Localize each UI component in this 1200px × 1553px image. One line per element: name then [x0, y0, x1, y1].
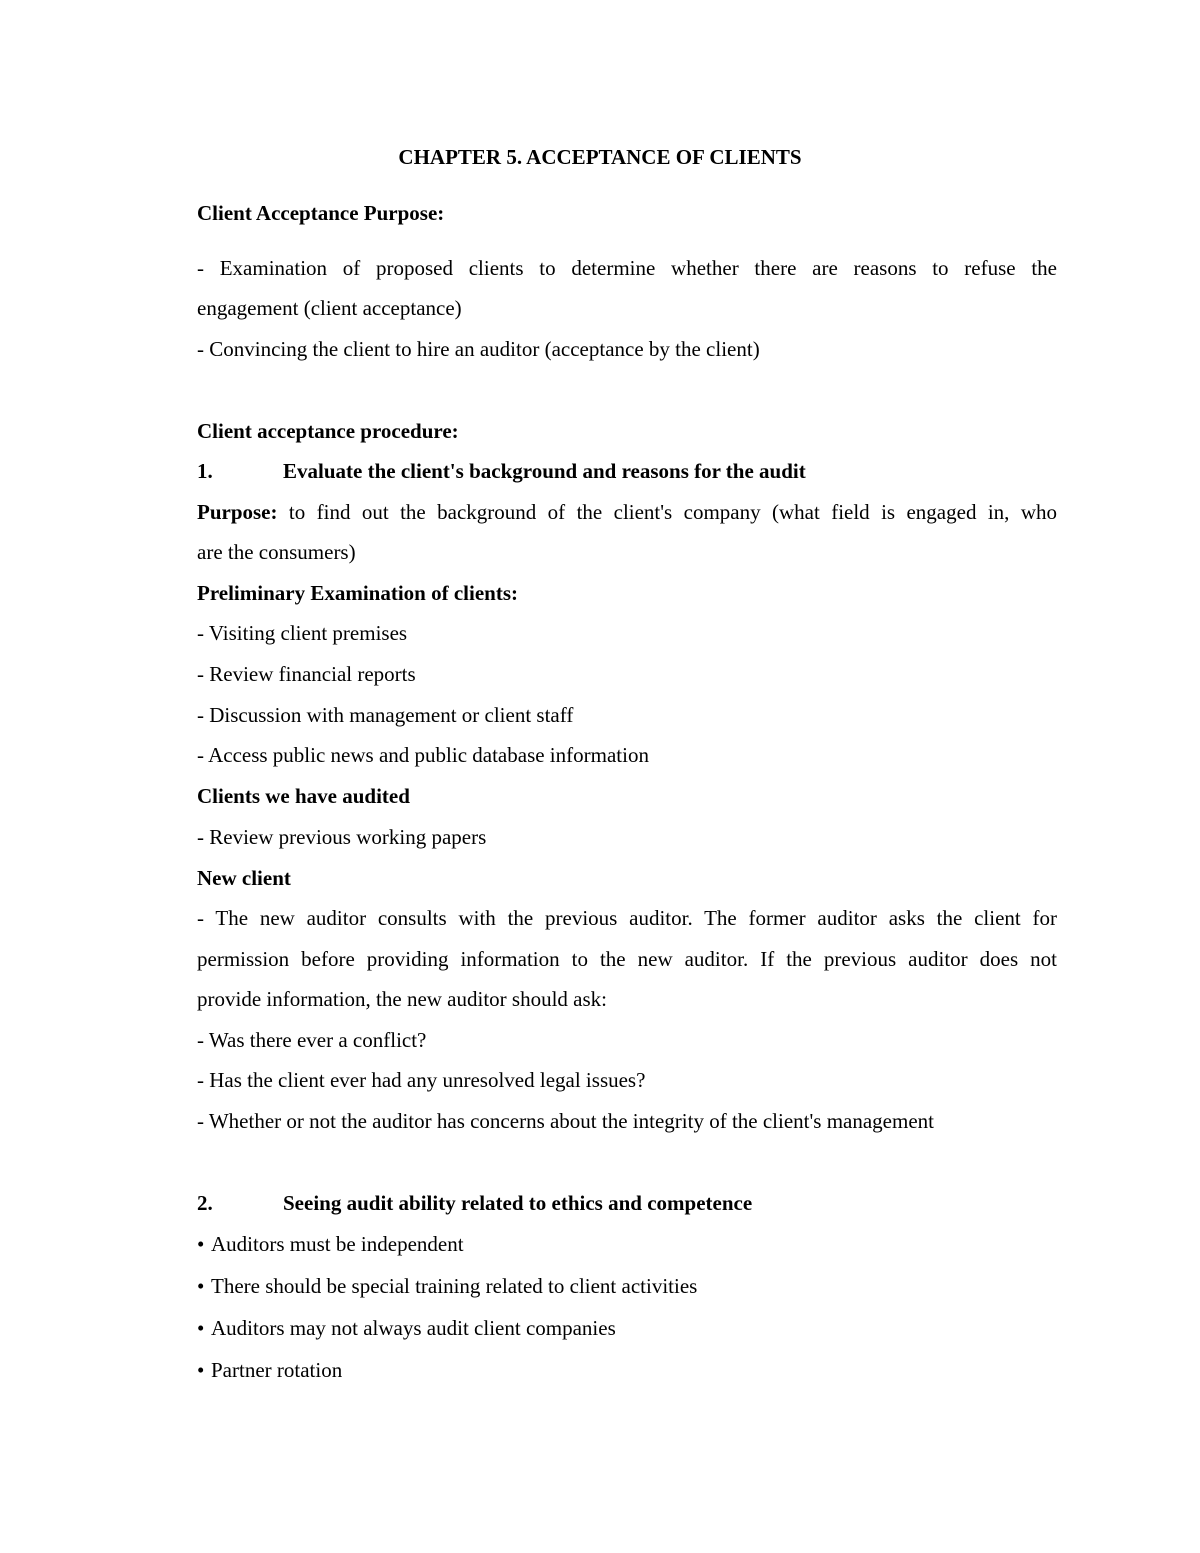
audited-clients-item: - Review previous working papers — [197, 825, 487, 849]
new-client-line: provide information, the new auditor should ask: — [197, 987, 608, 1011]
bullet-text: Auditors must be independent — [211, 1232, 464, 1256]
preliminary-item: - Review financial reports — [197, 662, 416, 686]
bullet-text: Auditors may not always audit client companies — [211, 1316, 616, 1340]
step-1-heading — [197, 457, 806, 485]
step-2-bullet-item — [197, 1314, 616, 1342]
bullet-icon: • — [197, 1274, 205, 1298]
step-1-purpose-label: Purpose: — [197, 500, 278, 524]
purpose-heading: Client Acceptance Purpose: — [197, 201, 445, 225]
new-client-heading: New client — [197, 866, 291, 890]
bullet-icon: • — [197, 1232, 205, 1256]
bullet-icon: • — [197, 1316, 205, 1340]
procedure-heading: Client acceptance procedure: — [197, 419, 459, 443]
step-2-bullet-item — [197, 1230, 464, 1258]
new-client-question: - Has the client ever had any unresolved legal issues? — [197, 1068, 646, 1092]
step-1-purpose-text: to find out the background of the client's company (what field is engaged in, who — [277, 500, 1057, 524]
step-2-heading — [197, 1189, 752, 1217]
step-1-number: 1. — [197, 459, 213, 483]
preliminary-item: - Discussion with management or client staff — [197, 703, 574, 727]
new-client-line: - The new auditor consults with the previous auditor. The former auditor asks the client for — [197, 906, 1057, 930]
new-client-question: - Was there ever a conflict? — [197, 1028, 427, 1052]
bullet-icon: • — [197, 1358, 205, 1382]
new-client-line: permission before providing information to the new auditor. If the previous auditor does not — [197, 947, 1057, 971]
new-client-question: - Whether or not the auditor has concerns about the integrity of the client's management — [197, 1109, 934, 1133]
step-1-title: Evaluate the client's background and reasons for the audit — [283, 459, 806, 483]
step-2-number: 2. — [197, 1191, 213, 1215]
step-2-title: Seeing audit ability related to ethics and competence — [283, 1191, 753, 1215]
preliminary-item: - Visiting client premises — [197, 621, 408, 645]
audited-clients-heading: Clients we have audited — [197, 784, 410, 808]
purpose-item-1-line-2: engagement (client acceptance) — [197, 296, 462, 320]
step-2-bullet-item — [197, 1272, 697, 1300]
step-2-bullet-item — [197, 1356, 342, 1384]
preliminary-item: - Access public news and public database information — [197, 743, 649, 767]
purpose-item-2: - Convincing the client to hire an auditor (acceptance by the client) — [197, 337, 760, 361]
step-1-purpose-line-2: are the consumers) — [197, 540, 356, 564]
purpose-item-1-line-1: - Examination of proposed clients to determine whether there are reasons to refuse the — [197, 256, 1057, 280]
page-title: CHAPTER 5. ACCEPTANCE OF CLIENTS — [398, 145, 802, 169]
step-1-purpose-line-1 — [197, 498, 1057, 526]
bullet-text: There should be special training related to client activities — [211, 1274, 698, 1298]
preliminary-heading: Preliminary Examination of clients: — [197, 581, 518, 605]
bullet-text: Partner rotation — [211, 1358, 343, 1382]
